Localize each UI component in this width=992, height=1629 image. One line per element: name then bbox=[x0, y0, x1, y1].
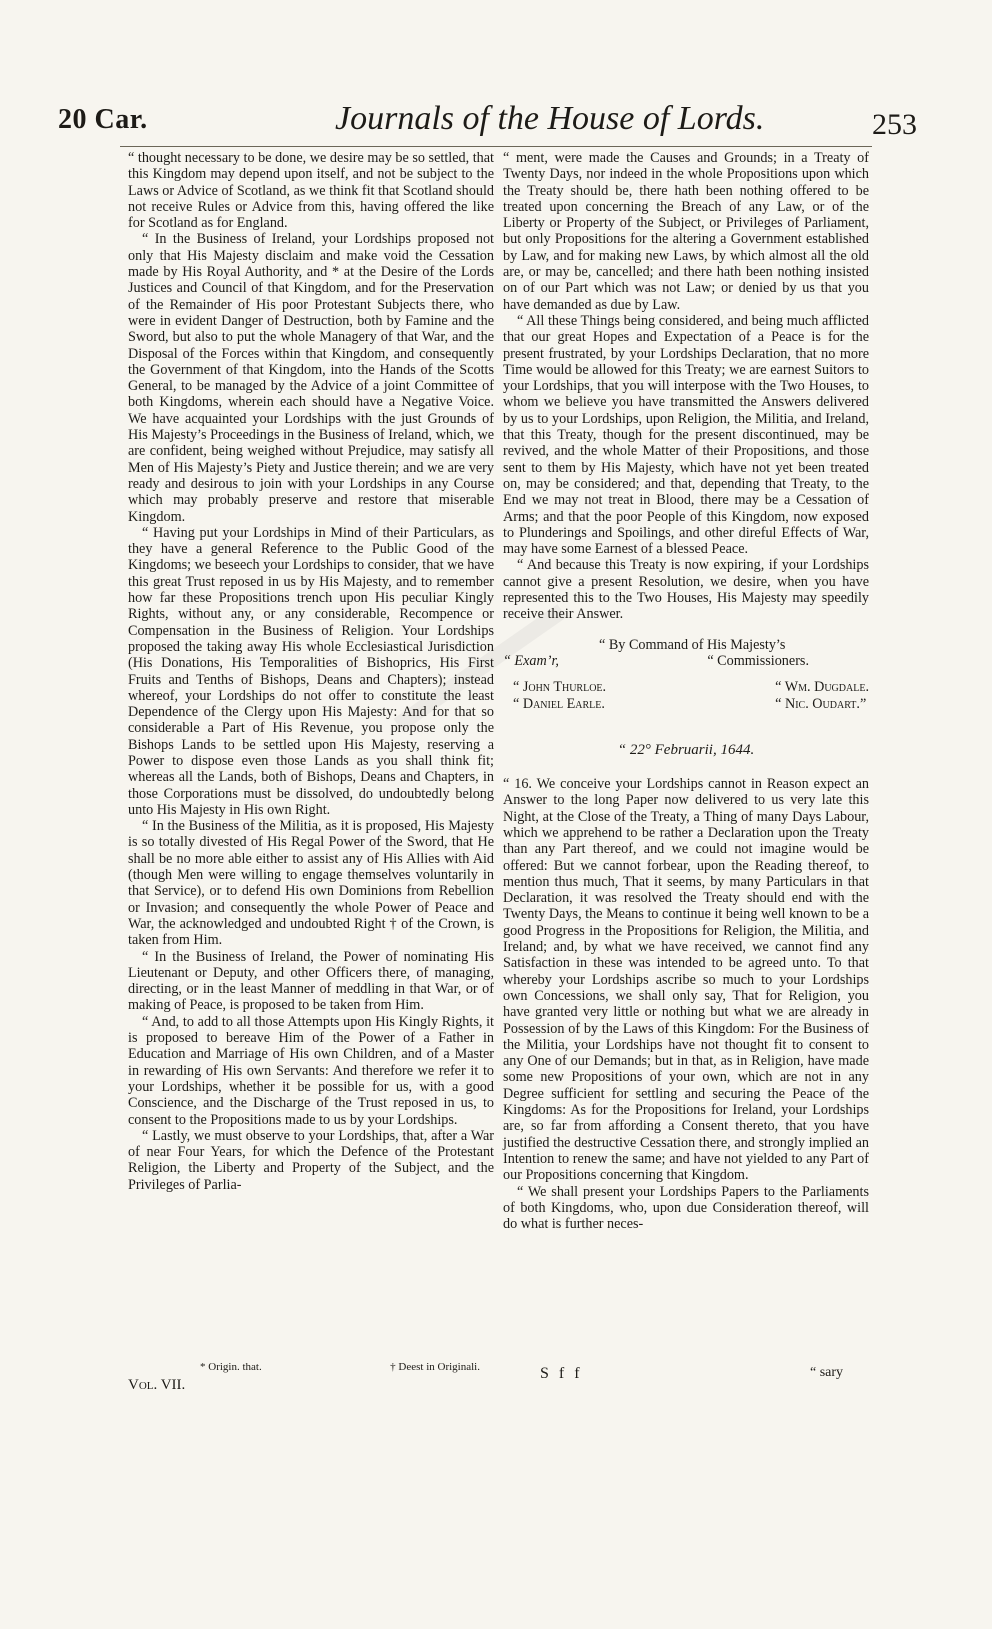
paragraph: “ And, to add to all those Attempts upon His Kingly Rights, it is proposed to bereave Him of the Power of a Father in Education and Marriage of His own Children, and of a Master in rewarding of His own Servants: And therefore we refer it to your Lordships, whether it be possible for us, with a good Conscience, and the Discharge of the Trust reposed in us, to consent to the Propositions made to us by your Lordships. bbox=[128, 1013, 494, 1128]
paragraph: “ In the Business of Ireland, the Power of nominating His Lieutenant or Deputy, and other Officers there, of managing, directing, or in the least Manner of meddling in that War, or of making of Peace, is proposed to be taken from Him. bbox=[128, 948, 494, 1014]
signature-examiner: “ Exam’r, bbox=[503, 652, 559, 669]
paragraph: “ All these Things being considered, and being much afflicted that our great Hopes and Expectation of a Peace is for the present frustrated, by your Lordships Declaration, that no more Time would be allowed for this Treaty; we are earnest Suitors to your Lordships, that you will interpose with the Two Houses, to whom we believe you have transmitted the Answers delivered by us to your Lordships, upon Religion, the Militia, and Ireland, that this Treaty, though for the present discontinued, may be revived, and the whole Matter of their Propositions, and those sent to them by His Majesty, which have not yet been treated on, may be considered; and that, depending that Treaty, to the End we may not treat in Blood, there may be a Cessation of Arms; and that the poor People of this Kingdom, now exposed to Plunderings and Spoilings, and other direful Effects of War, may have some Earnest of a blessed Peace. bbox=[503, 312, 869, 558]
signature-block bbox=[503, 637, 869, 712]
volume-mark: Vol. VII. bbox=[128, 1377, 186, 1393]
page-number: 253 bbox=[872, 108, 917, 141]
paragraph: “ thought necessary to be done, we desire may be so settled, that this Kingdom may depend upon itself, and not be subject to the Laws or Advice of Scotland, as we think fit that Scotland should not receive Rules or Advice from this, having offered the like for Scotland as for England. bbox=[128, 150, 494, 232]
paragraph: “ We shall present your Lordships Papers to the Parliaments of both Kingdoms, who, upon due Consideration thereof, will do what is further neces- bbox=[503, 1183, 869, 1233]
running-head-left: 20 Car. bbox=[58, 104, 148, 135]
footnote: * Origin. that. bbox=[200, 1361, 262, 1373]
footnote: † Deest in Originali. bbox=[390, 1361, 480, 1373]
signatory-name: “ Daniel Earle. bbox=[513, 695, 605, 712]
signatory-name: “ John Thurloe. bbox=[513, 679, 607, 696]
dateline: “ 22° Februarii, 1644. bbox=[617, 741, 755, 758]
paragraph: “ 16. We conceive your Lordships cannot in Reason expect an Answer to the long Paper now delivered to us very late this Night, at the Close of the Treaty, a Thing of many Days Labour, which we apprehend to be rather a Declaration upon the Treaty than any Part thereof, and we could not imagine would be offered: But we cannot forbear, upon the Reading thereof, to mention thus much, That it seems, by many Particulars in that Declaration, it was resolved the Treaty should end with the Twenty Days, the Means to continue it being well known to be a good Progress in the Propositions for Religion, the Militia, and Ireland; and, by what we have received, we cannot find any Satisfaction in these was intended to be agreed unto. To that whereby your Lordships ascribe so much to your Lordships own Concessions, we shall only say, That for Religion, you have granted very little or nothing but what we are already in Possession of by the Laws of this Kingdom: For the Business of the Militia, your Lordships have not thought fit to consent to any One of our Demands; but in that, as in Religion, have made some new Propositions of your own, which are not in any Degree sufficient for settling and securing the Peace of the Kingdoms: As for the Propositions for Ireland, your Lordships are, so far from affording a Consent thereto, that you have justified the destructive Cessation there, and strongly implied an Intention to renew the same; and have not yielded to any Part of our Propositions concerning that Kingdom. bbox=[503, 776, 869, 1184]
running-head-title: Journals of the House of Lords. bbox=[335, 100, 765, 137]
paragraph: “ And because this Treaty is now expiring, if your Lordships cannot give a present Resolution, we desire, when you have represented this to the Two Houses, His Majesty may speedily receive their Answer. bbox=[503, 557, 869, 623]
footnotes bbox=[200, 1361, 480, 1373]
paragraph: “ Having put your Lordships in Mind of their Particulars, as they have a general Reference to the Public Good of the Kingdoms; we beseech your Lordships to consider, that we have this great Trust reposed in us by His Majesty, and to remember how far these Propositions trench upon His peculiar Kingly Rights, without any, or any considerable, Recompence or Compensation in the Business of Religion. Your Lordships proposed the taking away His whole Ecclesiastical Jurisdiction (His Donations, His Temporalities of Bishoprics, His First Fruits and Tenths of Bishops, Deans and Chapters); instead whereof, your Lordships do not offer to constitute the least Dependence of the Clergy upon His Majesty: And for that so considerable a Part of His Revenue, you propose only the Bishops Lands to be settled upon His Majesty, reserving a Power to dispose even those Lands as you shall think fit; whereas all the Lands, both of Bishops, Deans and Chapters, in those Corporations must be dissolved, do undoubtedly belong unto His Majesty in His own Right. bbox=[128, 524, 494, 818]
signature-command: “ By Command of His Majesty’s bbox=[599, 636, 786, 653]
signature-commissioners: “ Commissioners. bbox=[707, 652, 809, 669]
paragraph: “ ment, were made the Causes and Grounds; in a Treaty of Twenty Days, nor indeed in the whole Propositions upon which the Treaty should be, there hath been nothing offered to be treated upon concerning the Breach of any Law, or of the Liberty or Property of the Subject, or Privileges of Parliament, but only Propositions for the altering a Government established by Law, and for making new Laws, by which almost all the old are, or may be, cancelled; and there hath been nothing insisted on of our Part which was not Law; or denied by us that you have demanded as due by Law. bbox=[503, 150, 869, 313]
paragraph: “ In the Business of Ireland, your Lordships proposed not only that His Majesty disclaim and make void the Cessation made by His Royal Authority, and * at the Desire of the Lords Justices and Council of that Kingdom, and for the Preservation of the Remainder of His poor Protestant Subjects there, who were in evident Danger of Destruction, both by Famine and the Sword, but also to put the whole Managery of that War, and the Disposal of the Forces within that Kingdom, and consequently the Government of that Kingdom, into the Hands of the Scotts General, to be managed by the Advice of a joint Committee of both Kingdoms, wherein each should have a Negative Voice. We have acquainted your Lordships with the just Grounds of His Majesty’s Proceedings in the Business of Ireland, which, we are confident, being weighed without Prejudice, may satisfy all Men of His Majesty’s Piety and Justice therein; and we are very ready and desirous to join with your Lordships in any Course which may probably preserve and restore that miserable Kingdom. bbox=[128, 231, 494, 525]
signatory-name: “ Wm. Dugdale. bbox=[775, 679, 869, 696]
right-column bbox=[503, 150, 869, 1232]
catchword: “ sary bbox=[810, 1365, 844, 1380]
paragraph: “ Lastly, we must observe to your Lordships, that, after a War of near Four Years, for which the Defence of the Protestant Religion, the Liberty and Property of the Subject, and the Privileges of Parlia- bbox=[128, 1127, 494, 1193]
left-column bbox=[128, 150, 494, 1193]
paragraph: “ In the Business of the Militia, as it is proposed, His Majesty is so totally divested of His Regal Power of the Sword, that He shall be no more able either to assist any of His Allies with Aid (though Men were willing to engage themselves voluntarily in that Service), or to defend His own Dominions from Rebellion or Invasion; and consequently the whole Power of Peace and War, the acknowledged and undoubted Right † of the Crown, is taken from Him. bbox=[128, 818, 494, 949]
printer-signature-mark: S f f bbox=[540, 1365, 583, 1382]
header-rule bbox=[120, 146, 872, 147]
signatory-name: “ Nic. Oudart.” bbox=[775, 695, 867, 712]
